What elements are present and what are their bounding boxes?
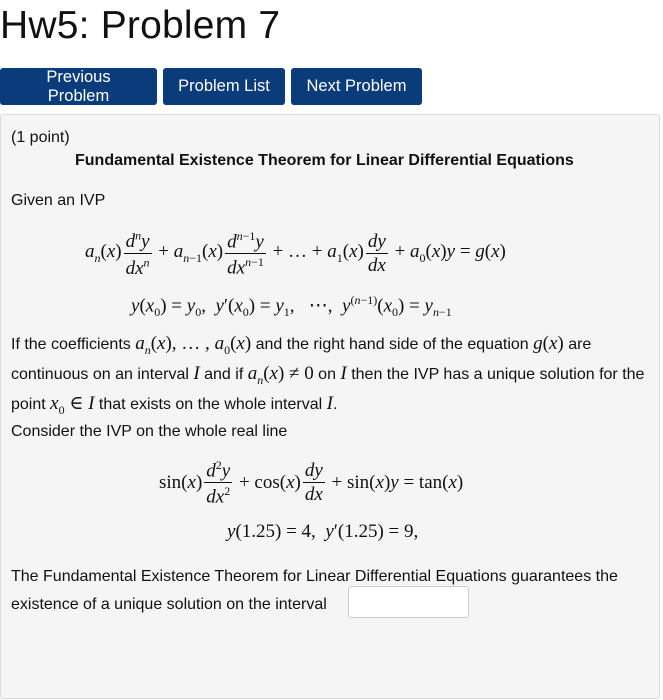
- consider-text: Consider the IVP on the whole real line: [11, 423, 288, 440]
- general-initial-conditions: $y(x_0) = y_0$, $y'(x_0) = y_1$, ⋯, $y^{(n-1)}(x_0) = y_{n-1}$: [131, 293, 452, 320]
- specific-ode-equation: sin(x) $\frac{d^2y}{dx^2}$ + cos(x) $\frac{dy}{dx}$ + sin(x)y = tan(x): [159, 458, 464, 508]
- interval-answer-input[interactable]: [348, 586, 469, 618]
- problem-panel: [0, 114, 660, 699]
- points-label: (1 point): [11, 129, 70, 146]
- problem-list-button[interactable]: Problem List: [163, 68, 285, 105]
- problem-navigation: [0, 68, 422, 105]
- next-problem-button[interactable]: Next Problem: [291, 68, 422, 105]
- given-text: Given an IVP: [11, 192, 106, 209]
- previous-problem-button[interactable]: Previous Problem: [0, 68, 157, 105]
- general-ode-equation: $a_n(x)$ $\frac{d^ny}{dx^n}$ + $a_{n-1}(x)$ $\frac{d^{n-1}y}{dx^{n-1}}$ + … + $a_1(x)$ $\frac{dy}{dx}$ + $a_0(x)y = g(x)$: [85, 229, 506, 279]
- conclusion-text: The Fundamental Existence Theorem for Linear Differential Equations guarantees the existence of a unique solution on the interval: [11, 568, 618, 613]
- problem-heading: Fundamental Existence Theorem for Linear Differential Equations: [75, 152, 574, 169]
- page-title: Hw5: Problem 7: [0, 4, 281, 47]
- theorem-statement: If the coefficients $a_n(x)$, … , $a_0(x)$ and the right hand side of the equation g(x) are continuous on an interval I and if $a_n(x) \ne 0$ on I then the IVP has a unique solution for the point $x_0$ ∈ I that exists on the whole interval I.: [11, 333, 645, 417]
- specific-initial-conditions: y(1.25) = 4, y′(1.25) = 9,: [227, 521, 419, 542]
